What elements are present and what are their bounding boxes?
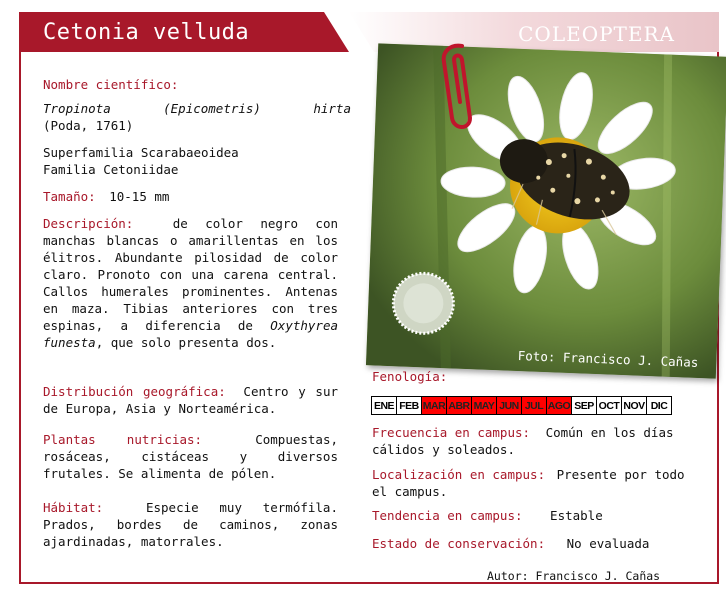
frequency	[372, 424, 690, 458]
photo-credit: Foto: Francisco J. Cañas	[517, 347, 699, 370]
food-plants	[43, 431, 338, 482]
sci-subgenus: (Epicometris)	[163, 101, 261, 116]
distribution	[43, 383, 338, 417]
common-name: Cetonia velluda	[43, 20, 250, 45]
beetle-photo	[366, 43, 726, 378]
paperclip-icon	[432, 40, 482, 135]
family: Familia Cetoniidae	[43, 162, 179, 177]
sci-genus: Tropinota	[43, 101, 111, 116]
month-dic: DIC	[646, 396, 672, 415]
header-bar	[19, 12, 719, 52]
desc-label: Descripción:	[43, 216, 134, 231]
sci-name-label: Nombre científico:	[43, 77, 179, 92]
photo-frame	[366, 43, 726, 378]
dist-label: Distribución geográfica:	[43, 384, 226, 399]
habitat	[43, 499, 338, 550]
month-oct: OCT	[596, 396, 622, 415]
conservation	[372, 535, 649, 552]
dist-text: Centro y sur de Europa, Asia y Norteamérica.	[43, 384, 338, 416]
freq-text: Común en los días cálidos y soleados.	[372, 425, 674, 457]
desc-text-2: , que solo presenta dos.	[95, 335, 277, 350]
month-abr: ABR	[446, 396, 472, 415]
trend	[372, 507, 603, 524]
trend-text: Estable	[550, 508, 603, 523]
habitat-label: Hábitat:	[43, 500, 104, 515]
month-ago: AGO	[546, 396, 572, 415]
loc-text: Presente por todo el campus.	[372, 467, 685, 499]
photo-illustration	[366, 43, 726, 378]
sci-species: hirta	[313, 101, 351, 116]
sci-name	[43, 100, 351, 134]
month-jun: JUN	[496, 396, 522, 415]
habitat-text: Especie muy termófila. Prados, bordes de caminos, zonas ajardinadas, matorrales.	[43, 500, 338, 549]
size-value: 10-15 mm	[109, 189, 170, 204]
month-ene: ENE	[371, 396, 397, 415]
author-credit: Autor: Francisco J. Cañas	[487, 569, 661, 583]
phenology-bar	[372, 396, 672, 415]
plants-text: Compuestas, rosáceas, cistáceas y diversos frutales. Se alimenta de pólen.	[43, 432, 339, 481]
description	[43, 215, 338, 351]
superfamily: Superfamilia Scarabaeoidea	[43, 145, 239, 160]
location	[372, 466, 690, 500]
sci-author: (Poda, 1761)	[43, 118, 134, 133]
cons-text: No evaluada	[566, 536, 650, 551]
month-jul: JUL	[521, 396, 547, 415]
month-feb: FEB	[396, 396, 422, 415]
trend-label: Tendencia en campus:	[372, 508, 523, 523]
month-mar: MAR	[421, 396, 447, 415]
month-may: MAY	[471, 396, 497, 415]
taxonomy	[43, 144, 239, 178]
desc-italic: Oxythyrea funesta	[43, 318, 338, 350]
desc-text-1: de color negro con manchas blancas o amarillentas en los élitros. Abundante pilosidad de color claro. Pronoto con una carena central. Callos humerales prominentes. Antenas en maza. Tibias anteriores con tres espinas, a diferencia de	[43, 216, 338, 333]
order-name: COLEOPTERA	[518, 22, 675, 46]
phenology-label: Fenología:	[372, 369, 448, 384]
month-sep: SEP	[571, 396, 597, 415]
plants-label: Plantas nutricias:	[43, 432, 203, 447]
cons-label: Estado de conservación:	[372, 536, 546, 551]
month-nov: NOV	[621, 396, 647, 415]
loc-label: Localización en campus:	[372, 467, 546, 482]
freq-label: Frecuencia en campus:	[372, 425, 531, 440]
size-row	[43, 188, 169, 205]
size-label: Tamaño:	[43, 189, 96, 204]
